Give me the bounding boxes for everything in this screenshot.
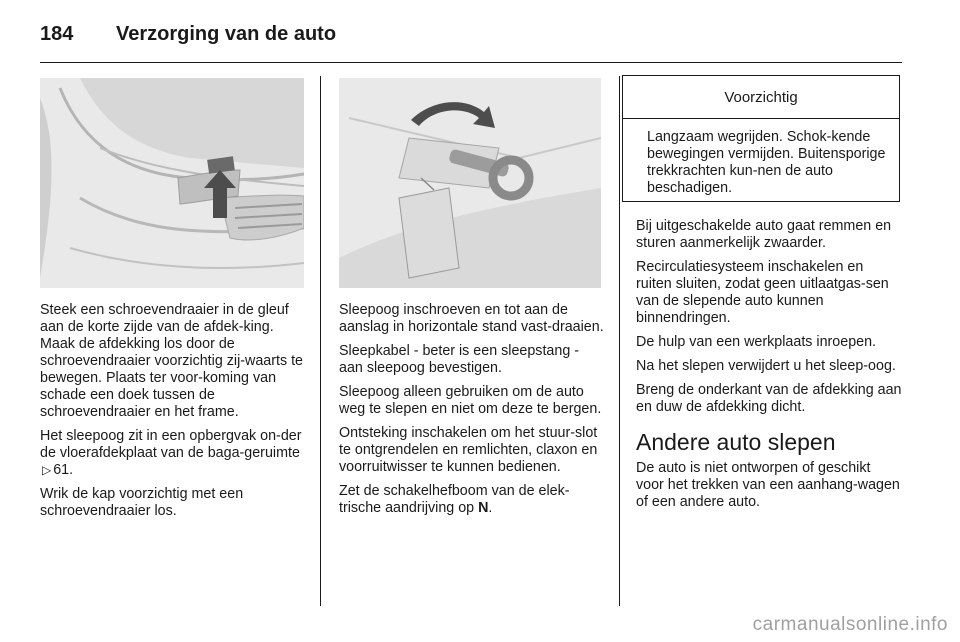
column-3-text — [636, 218, 902, 518]
gear-position: N — [478, 500, 489, 516]
column-1-text — [40, 302, 308, 527]
section-heading: Andere auto slepen — [636, 429, 836, 455]
paragraph: Sleepoog inschroeven en tot aan de aanslag in horizontale stand vast-draaien. — [339, 302, 604, 335]
paragraph: Bij uitgeschakelde auto gaat remmen en sturen aanmerkelijk zwaarder. — [636, 218, 892, 251]
paragraph: De auto is niet ontworpen of geschikt voor het trekken van een aanhang-wagen of een andere auto. — [636, 460, 900, 510]
watermark: carmanualsonline.info — [752, 614, 948, 635]
caution-box — [622, 75, 900, 202]
paragraph-text: Het sleepoog zit in een opbergvak on-der de vloerafdekplaat van de baga-geruimte — [40, 428, 302, 461]
reference-arrow-icon: ▷ — [42, 463, 52, 477]
chapter-title: Verzorging van de auto — [116, 22, 337, 45]
paragraph: Ontsteking inschakelen om het stuur-slot te ontgrendelen en remlichten, claxon en voorruitwisser te kunnen bedienen. — [339, 425, 598, 475]
paragraph: Breng de onderkant van de afdekking aan en duw de afdekking dicht. — [636, 382, 902, 415]
paragraph: Sleepoog alleen gebruiken om de auto weg te slepen en niet om deze te bergen. — [339, 384, 602, 417]
column-divider-left — [320, 76, 321, 606]
header-rule — [40, 62, 902, 63]
towing-eye-drawing — [339, 78, 601, 288]
paragraph: Steek een schroevendraaier in de gleuf aan de korte zijde van de afdek-king. Maak de afdekking los door de schroevendraaier voorzichtig zij-waarts te bewegen. Plaats ter voor-koming van schade een doek tussen de schroevendraaier en het frame. — [40, 302, 304, 420]
paragraph: De hulp van een werkplaats inroepen. — [636, 334, 877, 350]
paragraph-text: Zet de schakelhefboom van de elek-trische aandrijving op — [339, 483, 570, 516]
caution-title: Voorzichtig — [623, 76, 899, 119]
page-header — [40, 16, 336, 52]
paragraph: Wrik de kap voorzichtig met een schroevendraaier los. — [40, 486, 244, 519]
bumper-cover-illustration — [40, 78, 304, 288]
column-2-text — [339, 302, 605, 524]
paragraph: Sleepkabel - beter is een sleepstang - aan sleepoog bevestigen. — [339, 343, 580, 376]
page-reference[interactable]: 61. — [53, 462, 74, 478]
paragraph-gear-selector — [339, 483, 605, 517]
paragraph-end: . — [488, 500, 493, 516]
bumper-cover-drawing — [40, 78, 304, 288]
paragraph: Recirculatiesysteem inschakelen en ruiten sluiten, zodat geen uitlaatgas-sen van de slepende auto kunnen binnendringen. — [636, 259, 889, 326]
column-divider-right — [619, 76, 620, 606]
caution-text: Langzaam wegrijden. Schok-kende bewegingen vermijden. Buitensporige trekkrachten kun-nen de auto beschadigen. — [647, 129, 886, 196]
paragraph-with-reference — [40, 428, 308, 479]
page-number: 184 — [40, 22, 74, 45]
towing-eye-illustration — [339, 78, 601, 288]
paragraph: Na het slepen verwijdert u het sleep-oog. — [636, 358, 896, 374]
